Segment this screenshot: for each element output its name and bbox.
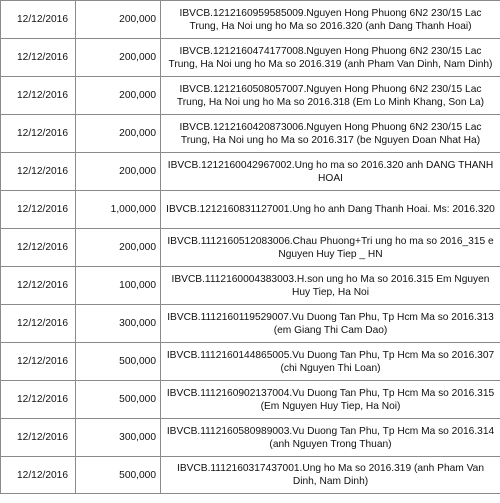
transaction-amount: 200,000: [76, 39, 161, 77]
transaction-description: IBVCB.1112160512083006.Chau Phuong+Tri ung ho ma so 2016_315 e Nguyen Huy Tiep _ HN: [161, 229, 500, 267]
transaction-date: 12/12/2016: [1, 267, 76, 305]
transaction-description: IBVCB.1212160508057007.Nguyen Hong Phuong 6N2 230/15 Lac Trung, Ha Noi ung ho Ma so 2016.318 (Em Lo Minh Khang, Son La): [161, 77, 500, 115]
transaction-amount: 300,000: [76, 419, 161, 457]
transaction-amount: 200,000: [76, 115, 161, 153]
transaction-description: IBVCB.1212160831127001.Ung ho anh Dang Thanh Hoai. Ms: 2016.320: [161, 191, 500, 229]
transaction-date: 12/12/2016: [1, 39, 76, 77]
transaction-description: IBVCB.1212160042967002.Ung ho ma so 2016.320 anh DANG THANH HOAI: [161, 153, 500, 191]
table-row: [1, 39, 500, 77]
table-row: [1, 305, 500, 343]
transaction-date: 12/12/2016: [1, 305, 76, 343]
transactions-table-body: [1, 1, 500, 494]
transaction-description: IBVCB.1112160144865005.Vu Duong Tan Phu, Tp Hcm Ma so 2016.307 (chi Nguyen Thi Loan): [161, 343, 500, 381]
table-row: [1, 381, 500, 419]
transaction-description: IBVCB.1112160004383003.H.son ung ho Ma so 2016.315 Em Nguyen Huy Tiep, Ha Noi: [161, 267, 500, 305]
transaction-description: IBVCB.1212160474177008.Nguyen Hong Phuong 6N2 230/15 Lac Trung, Ha Noi ung ho Ma so 2016.319 (anh Pham Van Dinh, Nam Dinh): [161, 39, 500, 77]
transaction-description: IBVCB.1212160420873006.Nguyen Hong Phuong 6N2 230/15 Lac Trung, Ha Noi ung ho Ma so 2016.317 (be Nguyen Doan Nhat Ha): [161, 115, 500, 153]
transaction-date: 12/12/2016: [1, 1, 76, 39]
transaction-amount: 500,000: [76, 457, 161, 494]
transaction-date: 12/12/2016: [1, 381, 76, 419]
table-row: [1, 1, 500, 39]
transaction-amount: 300,000: [76, 305, 161, 343]
transaction-amount: 500,000: [76, 343, 161, 381]
transaction-date: 12/12/2016: [1, 419, 76, 457]
table-row: [1, 267, 500, 305]
transaction-amount: 200,000: [76, 77, 161, 115]
table-row: [1, 419, 500, 457]
transaction-date: 12/12/2016: [1, 115, 76, 153]
table-row: [1, 191, 500, 229]
transaction-amount: 100,000: [76, 267, 161, 305]
transaction-description: IBVCB.1112160119529007.Vu Duong Tan Phu, Tp Hcm Ma so 2016.313 (em Giang Thi Cam Dao): [161, 305, 500, 343]
transaction-amount: 200,000: [76, 1, 161, 39]
table-row: [1, 115, 500, 153]
table-row: [1, 343, 500, 381]
transaction-amount: 200,000: [76, 153, 161, 191]
table-row: [1, 77, 500, 115]
table-row: [1, 457, 500, 494]
transaction-date: 12/12/2016: [1, 77, 76, 115]
transaction-date: 12/12/2016: [1, 229, 76, 267]
transaction-description: IBVCB.1112160580989003.Vu Duong Tan Phu, Tp Hcm Ma so 2016.314 (anh Nguyen Trong Thuan): [161, 419, 500, 457]
transaction-date: 12/12/2016: [1, 457, 76, 494]
transaction-date: 12/12/2016: [1, 191, 76, 229]
transaction-description: IBVCB.1212160959585009.Nguyen Hong Phuong 6N2 230/15 Lac Trung, Ha Noi ung ho Ma so 2016.320 (anh Dang Thanh Hoai): [161, 1, 500, 39]
table-row: [1, 229, 500, 267]
transaction-description: IBVCB.1112160317437001.Ung ho Ma so 2016.319 (anh Pham Van Dinh, Nam Dinh): [161, 457, 500, 494]
transaction-date: 12/12/2016: [1, 153, 76, 191]
transaction-description: IBVCB.1112160902137004.Vu Duong Tan Phu, Tp Hcm Ma so 2016.315 (Em Nguyen Huy Tiep, Ha Noi): [161, 381, 500, 419]
transaction-amount: 500,000: [76, 381, 161, 419]
transaction-amount: 1,000,000: [76, 191, 161, 229]
transaction-date: 12/12/2016: [1, 343, 76, 381]
transaction-amount: 200,000: [76, 229, 161, 267]
table-row: [1, 153, 500, 191]
